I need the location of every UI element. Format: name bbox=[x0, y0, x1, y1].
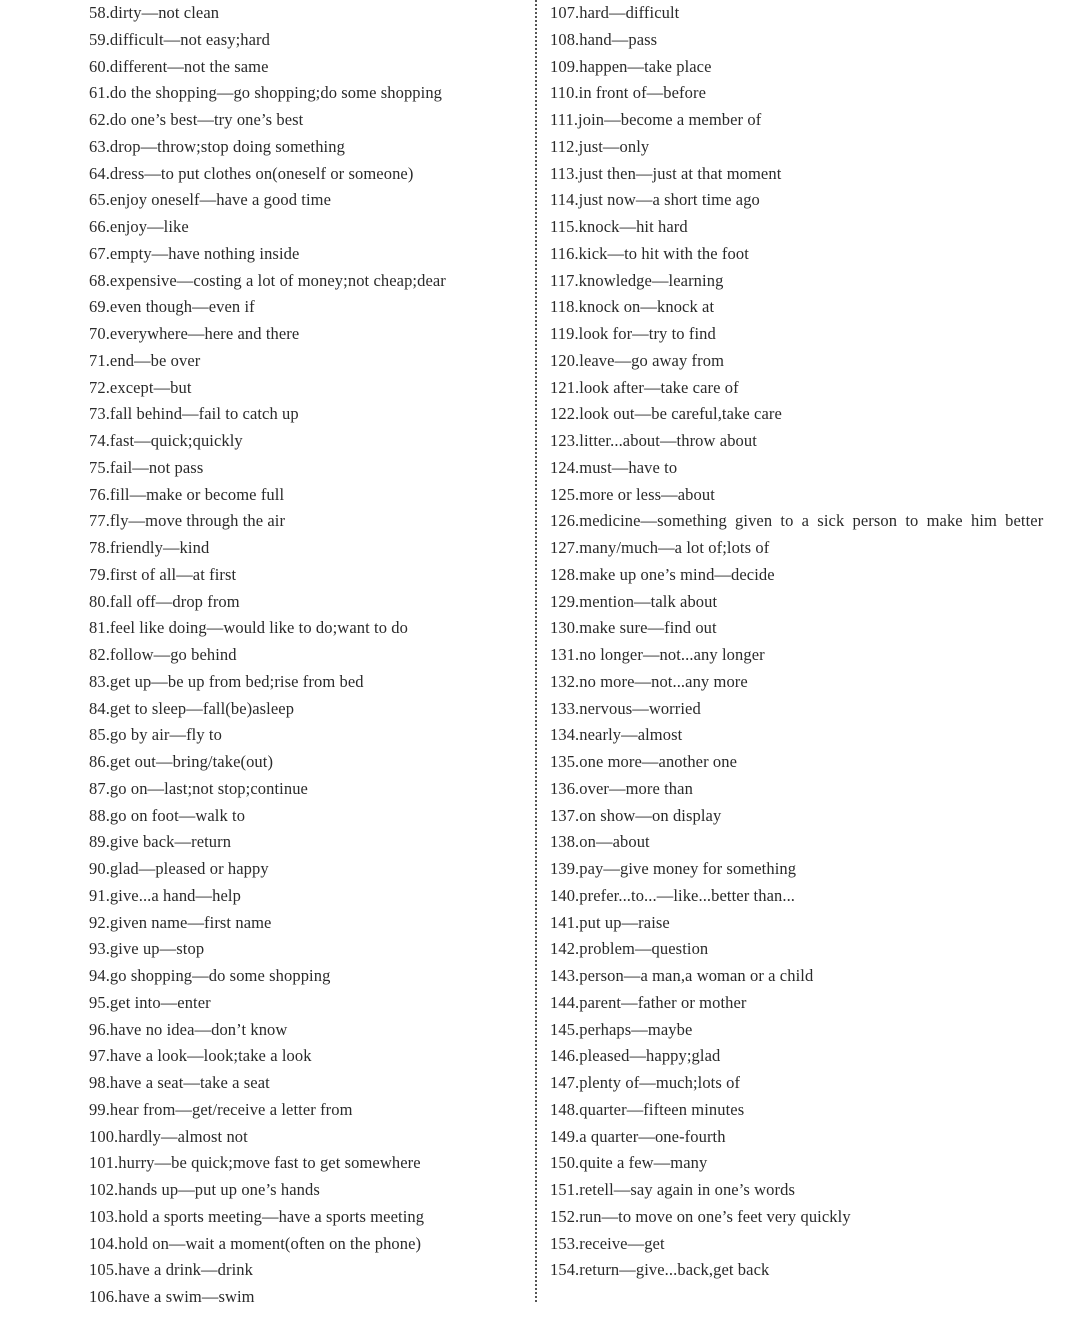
entry-86: 86.get out—bring/take(out) bbox=[89, 752, 274, 771]
entry-59: 59.difficult—not easy;hard bbox=[89, 29, 271, 49]
entry-115: 115.knock—hit hard bbox=[550, 217, 688, 236]
entry-120: 120.leave—go away from bbox=[550, 350, 725, 370]
entry-77: 77.fly—move through the air bbox=[89, 511, 286, 531]
entry-69: 69.even though—even if bbox=[89, 297, 255, 317]
entry-124: 124.must—have to bbox=[550, 457, 678, 477]
entry-154: 154.return—give...back,get back bbox=[550, 1260, 770, 1280]
entry-151: 151.retell—say again in one’s words bbox=[550, 1180, 795, 1199]
entry-150: 150.quite a few—many bbox=[550, 1153, 708, 1173]
entry-125: 125.more or less—about bbox=[550, 484, 715, 504]
entry-63: 63.drop—throw;stop doing something bbox=[89, 136, 345, 156]
entry-72: 72.except—but bbox=[89, 377, 192, 397]
entry-79: 79.first of all—at first bbox=[89, 564, 237, 584]
entry-98: 98.have a seat—take a seat bbox=[89, 1073, 270, 1092]
entry-62: 62.do one’s best—try one’s best bbox=[89, 110, 304, 129]
entry-74: 74.fast—quick;quickly bbox=[89, 431, 243, 450]
entry-85: 85.go by air—fly to bbox=[89, 725, 222, 745]
entry-91: 91.give...a hand—help bbox=[89, 885, 241, 905]
entry-61: 61.do the shopping—go shopping;do some shopping bbox=[89, 83, 443, 103]
entry-105: 105.have a drink—drink bbox=[89, 1260, 253, 1280]
entry-88: 88.go on foot—walk to bbox=[89, 805, 246, 825]
entry-152: 152.run—to move on one’s feet very quickly bbox=[550, 1206, 851, 1226]
entry-121: 121.look after—take care of bbox=[550, 377, 739, 397]
entry-103: 103.hold a sports meeting—have a sports meeting bbox=[89, 1206, 425, 1226]
entry-145: 145.perhaps—maybe bbox=[550, 1019, 693, 1039]
entry-83: 83.get up—be up from bed;rise from bed bbox=[89, 671, 364, 691]
entry-78: 78.friendly—kind bbox=[89, 538, 210, 557]
entry-114: 114.just now—a short time ago bbox=[550, 190, 760, 210]
entry-123: 123.litter...about—throw about bbox=[550, 431, 757, 450]
entry-140: 140.prefer...to...—like...better than... bbox=[550, 885, 796, 905]
entry-90: 90.glad—pleased or happy bbox=[89, 859, 269, 878]
left-column bbox=[89, 0, 521, 1311]
entry-116: 116.kick—to hit with the foot bbox=[550, 243, 749, 263]
entry-99: 99.hear from—get/receive a letter from bbox=[89, 1099, 353, 1119]
entry-81: 81.feel like doing—would like to do;want to do bbox=[89, 618, 408, 638]
entry-84: 84.get to sleep—fall(be)asleep bbox=[89, 698, 295, 718]
entry-68: 68.expensive—costing a lot of money;not cheap;dear bbox=[89, 270, 446, 290]
entry-112: 112.just—only bbox=[550, 136, 650, 156]
right-column bbox=[550, 0, 1050, 1284]
entry-131: 131.no longer—not...any longer bbox=[550, 645, 765, 664]
entry-132: 132.no more—not...any more bbox=[550, 671, 748, 691]
entry-119: 119.look for—try to find bbox=[550, 324, 716, 343]
entry-94: 94.go shopping—do some shopping bbox=[89, 966, 331, 985]
entry-93: 93.give up—stop bbox=[89, 939, 205, 959]
entry-117: 117.knowledge—learning bbox=[550, 270, 724, 290]
entry-65: 65.enjoy oneself—have a good time bbox=[89, 190, 332, 210]
entry-82: 82.follow—go behind bbox=[89, 645, 237, 664]
entry-137: 137.on show—on display bbox=[550, 805, 722, 825]
entry-108: 108.hand—pass bbox=[550, 29, 658, 49]
entry-95: 95.get into—enter bbox=[89, 992, 211, 1012]
entry-135: 135.one more—another one bbox=[550, 752, 738, 771]
column-divider bbox=[535, 0, 537, 1302]
entry-89: 89.give back—return bbox=[89, 832, 232, 852]
entry-148: 148.quarter—fifteen minutes bbox=[550, 1099, 745, 1119]
entry-106: 106.have a swim—swim bbox=[89, 1287, 255, 1306]
entry-75: 75.fail—not pass bbox=[89, 457, 204, 477]
entry-70: 70.everywhere—here and there bbox=[89, 324, 300, 343]
entry-136: 136.over—more than bbox=[550, 778, 693, 798]
entry-107: 107.hard—difficult bbox=[550, 3, 680, 22]
entry-71: 71.end—be over bbox=[89, 350, 201, 370]
entry-101: 101.hurry—be quick;move fast to get somewhere bbox=[89, 1153, 421, 1173]
entry-96: 96.have no idea—don’t know bbox=[89, 1019, 288, 1039]
entry-110: 110.in front of—before bbox=[550, 83, 707, 103]
entry-87: 87.go on—last;not stop;continue bbox=[89, 778, 308, 798]
entry-133: 133.nervous—worried bbox=[550, 698, 701, 718]
entry-102: 102.hands up—put up one’s hands bbox=[89, 1180, 320, 1199]
entry-97: 97.have a look—look;take a look bbox=[89, 1046, 312, 1066]
entry-80: 80.fall off—drop from bbox=[89, 591, 240, 611]
entry-130: 130.make sure—find out bbox=[550, 618, 717, 638]
entry-64: 64.dress—to put clothes on(oneself or someone) bbox=[89, 163, 414, 183]
entry-149: 149.a quarter—one-fourth bbox=[550, 1126, 726, 1146]
entry-141: 141.put up—raise bbox=[550, 912, 670, 932]
entry-129: 129.mention—talk about bbox=[550, 591, 718, 611]
entry-147: 147.plenty of—much;lots of bbox=[550, 1073, 741, 1092]
entry-146: 146.pleased—happy;glad bbox=[550, 1046, 721, 1066]
entry-92: 92.given name—first name bbox=[89, 912, 272, 932]
entry-127: 127.many/much—a lot of;lots of bbox=[550, 538, 770, 557]
entry-143: 143.person—a man,a woman or a child bbox=[550, 966, 814, 985]
entry-113: 113.just then—just at that moment bbox=[550, 163, 782, 183]
entry-138: 138.on—about bbox=[550, 832, 650, 852]
entry-73: 73.fall behind—fail to catch up bbox=[89, 404, 299, 424]
entry-134: 134.nearly—almost bbox=[550, 725, 683, 745]
entry-118: 118.knock on—knock at bbox=[550, 297, 715, 317]
entry-58: 58.dirty—not clean bbox=[89, 3, 220, 22]
entry-111: 111.join—become a member of bbox=[550, 110, 762, 129]
entry-153: 153.receive—get bbox=[550, 1233, 665, 1253]
entry-142: 142.problem—question bbox=[550, 939, 709, 959]
entry-60: 60.different—not the same bbox=[89, 56, 269, 76]
entry-67: 67.empty—have nothing inside bbox=[89, 243, 300, 263]
entry-76: 76.fill—make or become full bbox=[89, 484, 285, 504]
entry-66: 66.enjoy—like bbox=[89, 217, 189, 236]
entry-122: 122.look out—be careful,take care bbox=[550, 404, 782, 424]
entry-109: 109.happen—take place bbox=[550, 56, 712, 76]
entry-104: 104.hold on—wait a moment(often on the phone) bbox=[89, 1233, 422, 1253]
entry-100: 100.hardly—almost not bbox=[89, 1126, 248, 1146]
entry-139: 139.pay—give money for something bbox=[550, 859, 797, 878]
entry-126: 126.medicine—something given to a sick person to make him better bbox=[550, 511, 1044, 531]
entry-128: 128.make up one’s mind—decide bbox=[550, 564, 775, 584]
entry-144: 144.parent—father or mother bbox=[550, 992, 747, 1012]
